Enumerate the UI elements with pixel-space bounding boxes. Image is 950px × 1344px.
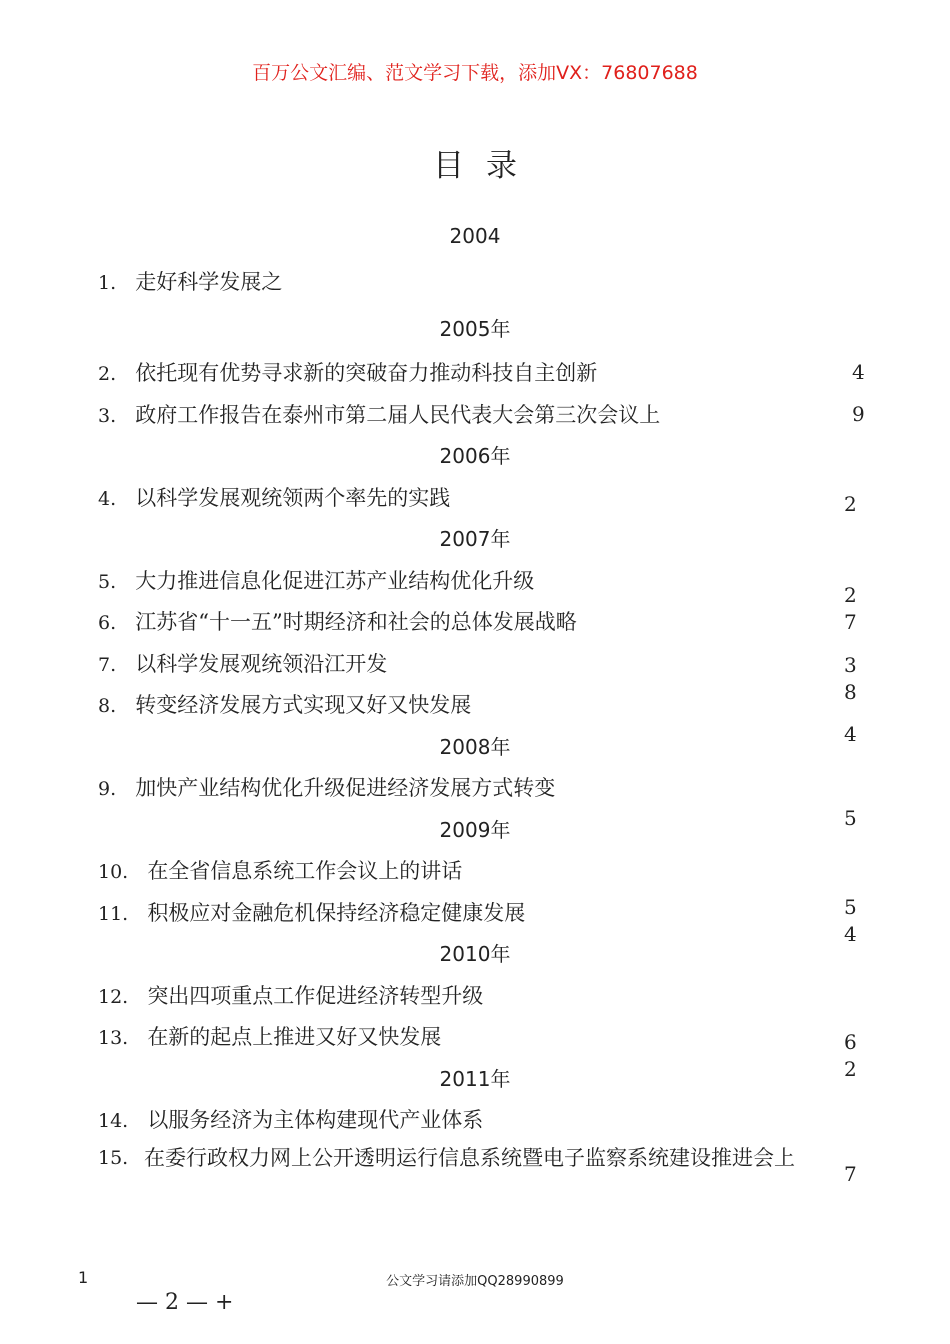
page-number: 3 xyxy=(844,653,857,677)
page-number: 7 xyxy=(844,610,857,634)
entry-number: 1. xyxy=(98,272,117,294)
page-number: 5 xyxy=(844,895,857,919)
entry-title: 以科学发展观统领沿江开发 xyxy=(135,652,388,676)
entry-number: 12. xyxy=(98,986,129,1008)
toc-entry-3[interactable] xyxy=(98,399,660,429)
entry-title: 以科学发展观统领两个率先的实践 xyxy=(135,486,451,510)
toc-entry-11[interactable] xyxy=(98,897,525,927)
page-number: 9 xyxy=(852,402,865,426)
toc-entry-8[interactable] xyxy=(98,689,471,719)
page-number: 7 xyxy=(844,1162,857,1186)
entry-title: 江苏省“十一五”时期经济和社会的总体发展战略 xyxy=(135,610,577,634)
year-heading-2005: 2005年 xyxy=(439,317,511,341)
entry-title: 大力推进信息化促进江苏产业结构优化升级 xyxy=(135,569,535,593)
footer-page-number: 1 xyxy=(78,1268,89,1287)
toc-entry-7[interactable] xyxy=(98,648,387,678)
page-number: 6 xyxy=(844,1030,857,1054)
year-heading-2008: 2008年 xyxy=(439,735,511,759)
toc-entry-9[interactable] xyxy=(98,772,555,802)
year-heading-2004: 2004 xyxy=(449,224,501,248)
entry-title: 以服务经济为主体构建现代产业体系 xyxy=(147,1108,484,1132)
page-number: 4 xyxy=(844,722,857,746)
page-number: 2 xyxy=(844,583,857,607)
entry-number: 7. xyxy=(98,654,117,676)
entry-number: 9. xyxy=(98,778,117,800)
toc-entry-2[interactable] xyxy=(98,357,597,387)
entry-title: 在新的起点上推进又好又快发展 xyxy=(147,1025,442,1049)
page-number: 8 xyxy=(844,680,857,704)
entry-title: 转变经济发展方式实现又好又快发展 xyxy=(135,693,472,717)
page-number: 4 xyxy=(844,922,857,946)
entry-number: 6. xyxy=(98,612,117,634)
entry-number: 8. xyxy=(98,695,117,717)
entry-title: 走好科学发展之 xyxy=(135,270,283,294)
entry-number: 5. xyxy=(98,571,117,593)
entry-title: 依托现有优势寻求新的突破奋力推动科技自主创新 xyxy=(135,361,598,385)
page-number: 2 xyxy=(844,1057,857,1081)
bottom-page-mark: — 2 — + xyxy=(136,1290,234,1315)
entry-title: 在全省信息系统工作会议上的讲话 xyxy=(147,859,463,883)
entry-title: 积极应对金融危机保持经济稳定健康发展 xyxy=(147,901,526,925)
year-heading-2006: 2006年 xyxy=(439,444,511,468)
page-number: 5 xyxy=(844,806,857,830)
page-number: 2 xyxy=(844,492,857,516)
toc-entry-6[interactable] xyxy=(98,606,577,636)
year-heading-2007: 2007年 xyxy=(439,527,511,551)
entry-title: 加快产业结构优化升级促进经济发展方式转变 xyxy=(135,776,556,800)
entry-number: 10. xyxy=(98,861,129,883)
entry-number: 15. xyxy=(98,1147,129,1169)
entry-number: 11. xyxy=(98,903,129,925)
toc-entry-12[interactable] xyxy=(98,980,483,1010)
entry-number: 4. xyxy=(98,488,117,510)
toc-entry-5[interactable] xyxy=(98,565,534,595)
toc-entry-4[interactable] xyxy=(98,482,450,512)
page-number: 4 xyxy=(852,360,865,384)
year-heading-2011: 2011年 xyxy=(439,1067,511,1091)
entry-title: 政府工作报告在泰州市第二届人民代表大会第三次会议上 xyxy=(135,403,661,427)
year-heading-2009: 2009年 xyxy=(439,818,511,842)
entry-number: 13. xyxy=(98,1027,129,1049)
entry-number: 2. xyxy=(98,363,117,385)
header-banner: 百万公文汇编、范文学习下载，添加VX：76807688 xyxy=(252,62,698,84)
toc-entry-10[interactable] xyxy=(98,855,462,885)
toc-entry-1[interactable] xyxy=(98,266,283,294)
entry-title: 在委行政权力网上公开透明运行信息系统暨电子监察系统建设推进会上 xyxy=(144,1146,795,1170)
entry-title: 突出四项重点工作促进经济转型升级 xyxy=(147,984,484,1008)
toc-entry-15[interactable] xyxy=(98,1147,824,1170)
toc-entry-14[interactable] xyxy=(98,1104,483,1134)
toc-entry-13[interactable] xyxy=(98,1021,441,1051)
page-title: 目录 xyxy=(433,148,539,184)
entry-number: 14. xyxy=(98,1110,129,1132)
footer-contact: 公文学习请添加QQ28990899 xyxy=(386,1274,564,1289)
year-heading-2010: 2010年 xyxy=(439,942,511,966)
entry-number: 3. xyxy=(98,405,117,427)
